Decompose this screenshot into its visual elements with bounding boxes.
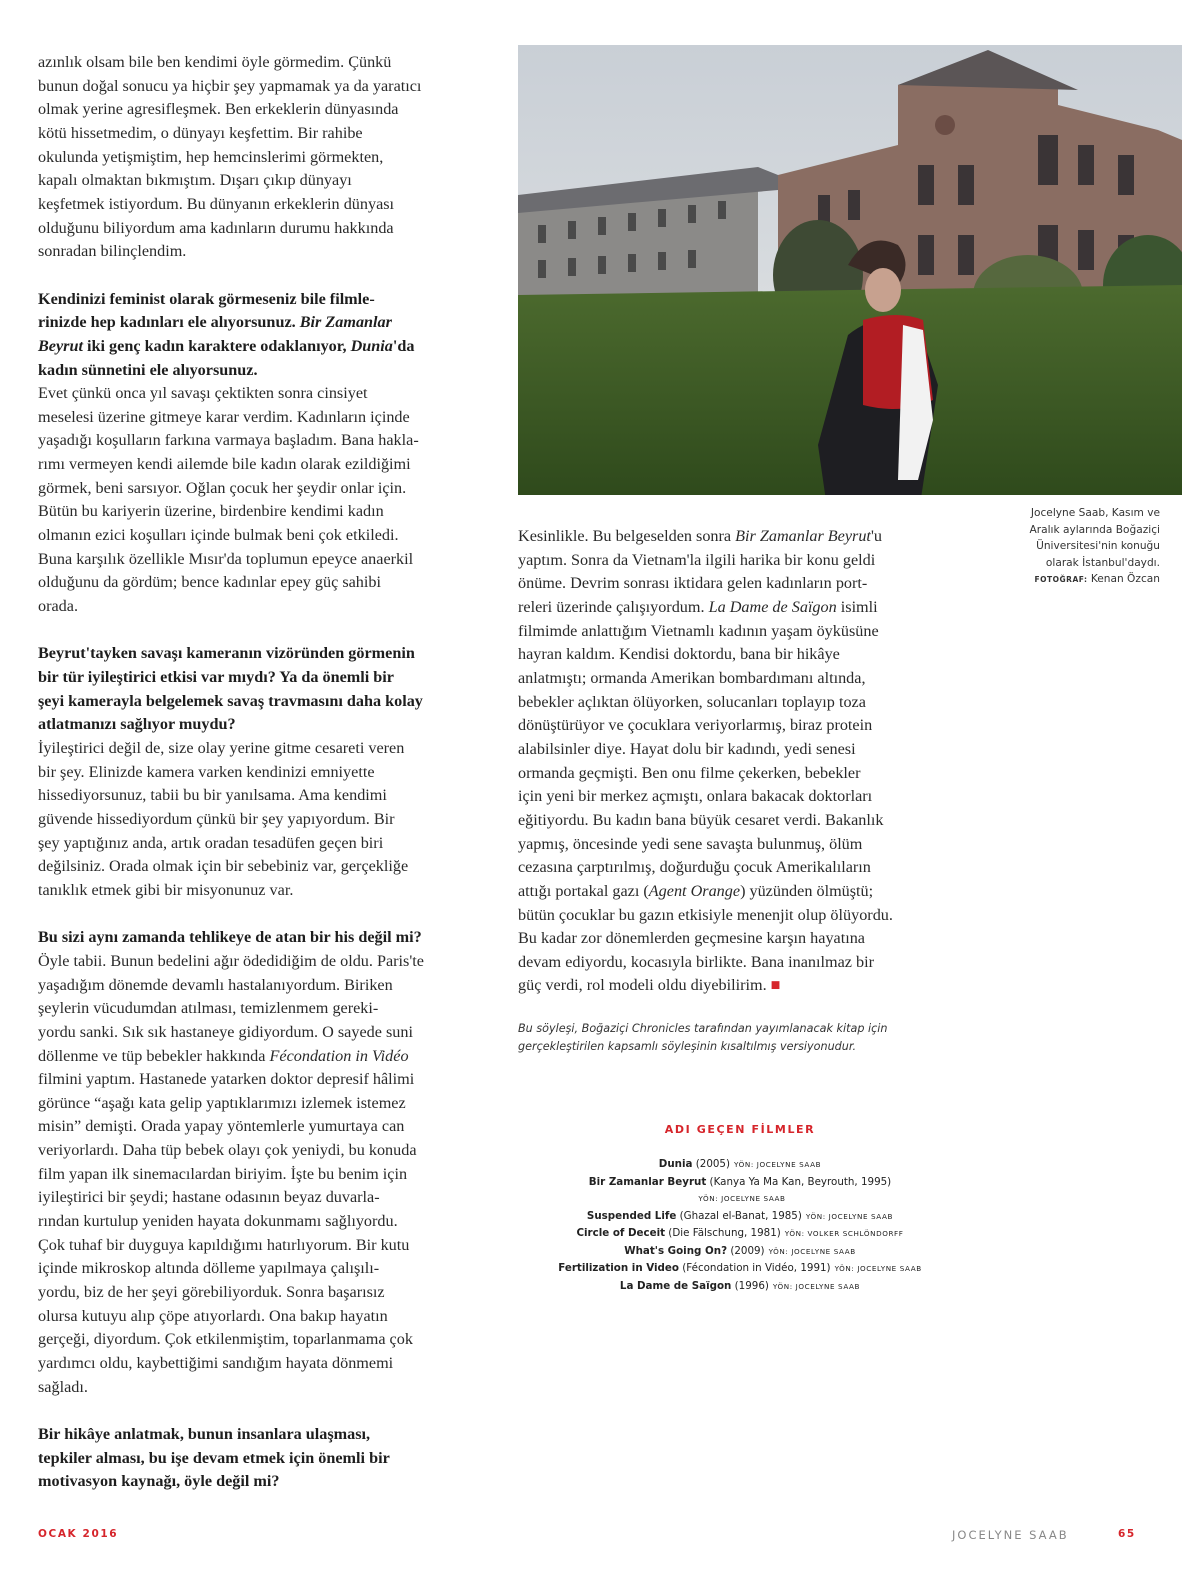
film-entry [500, 1156, 980, 1174]
italic-title: Agent Orange [648, 881, 741, 900]
film-entry [500, 1208, 980, 1226]
films-list [500, 1156, 980, 1295]
end-mark-icon: ■ [770, 976, 781, 995]
film-director: YÖN: JOCELYNE SAAB [834, 1264, 922, 1273]
italic-title: Dunia [350, 336, 393, 355]
film-entry [500, 1174, 980, 1191]
interview-answer [518, 525, 968, 998]
film-info: (Kanya Ya Ma Kan, Beyrouth, 1995) [706, 1175, 892, 1188]
text-run: azınlık olsam bile ben kendimi öyle görmedim. Çünkü bunun doğal sonucu ya hiçbir şey yapmamak ya da yaratıcı olmak yerine agresifleşmek. Ben erkeklerin dünyasında kötü hissetmedim, o dünyayı keşfettim. Bir rahibe okulunda yetişmiştim, hep hemcinslerimi görmekten, kapalı olmaktan bıkmıştım. Dışarı çıkıp dünyayı keşfetmek istiyordum. Bu dünyanın erkeklerin dünyası olduğunu biliyordum ama kadınların durumu hakkında sonradan bilinçlendim. [38, 53, 422, 261]
italic-title: Bir Zamanlar Beyrut [735, 527, 871, 545]
italic-title: Fécondation in Vidéo [269, 1046, 409, 1065]
text-run: filmini yaptım. Hastanede yatarken doktor depresif hâlimi görünce “aşağı kata gelip yaptıklarımızı izlemek istemez misin” demişti. Orada yapay yöntemlerle yumurtaya can veriyorlardı. Daha tüp bebek olayı çok yeniydi, bu konuda film yapan ilk sinemacılardan biriyim. İşte bu benim için iyileştirici bir şeydi; hastane odasının beyaz duvarla- rından kurtulup yeniden hayata dokunmamı sağlıyordu. Çok tuhaf bir duyguya kapıldığımı hatırlıyorum. Bir kutu içinde mikroskop altında dölleme yapılmaya çalışılı- yordu, biz de her şeyi görebiliyorduk. Sonra başarısız olursa kutuyu alıp çöpe atıyorlardı. Ona bakıp hayatın gerçeği, diyordum. Çok etkilenmiştim, toparlanmama çok yardımcı oldu, kaybettiğimi sandığım hayata dönmemi sağladı. [38, 1070, 417, 1396]
film-name: What's Going On? [624, 1244, 728, 1257]
right-column [518, 525, 968, 1022]
film-info: (1996) [731, 1279, 769, 1292]
text-run: Kesinlikle. Bu belgeselden sonra [518, 527, 736, 545]
interview-question [38, 1423, 488, 1494]
left-column [38, 51, 488, 1494]
photo-credit-name: Kenan Özcan [1087, 573, 1160, 586]
text-run: Kendinizi feminist olarak görmeseniz bile filmle- rinizde hep kadınları ele alıyorsunuz. [38, 289, 375, 332]
film-entry [500, 1278, 980, 1296]
text-run: isimli filmimde anlattığım Vietnamlı kadının yaşam öyküsüne hayran kaldım. Kendisi doktordu, bana bir hikâye anlatmıştı; ormanda Amerikan bombardımanı altında, bebekler açlıktan ölüyorken, solucanları toplayıp toza dönüştürüyor ve çocuklara veriyorlarmış, biraz protein alabilsinler diye. Hayat dolu bir kadındı, yedi senesi ormanda geçmişti. Ben onu filme çekerken, bebekler için yeni bir merkez açmıştı, onlara bakacak doktorları eğitiyordu. Bu kadın bana büyük cesaret verdi. Bakanlık yapmış, öncesinde yedi sene savaşta bulunmuş, ölüm cezasına çarptırılmış, doğurduğu çocuk Amerikalıların attığı portakal gazı ( [518, 597, 884, 900]
interview-answer [38, 382, 488, 619]
interview-answer [38, 950, 488, 1399]
film-info: (Fécondation in Vidéo, 1991) [678, 1262, 831, 1274]
film-info: (Ghazal el-Banat, 1985) [676, 1209, 802, 1222]
interview-note: Bu söyleşi, Boğaziçi Chronicles tarafından yayımlanacak kitap için gerçekleştirilen kapsamlı söyleşinin kısaltılmış versiyonudur. [518, 1022, 888, 1053]
film-name: Circle of Deceit [576, 1227, 666, 1239]
film-director: YÖN: JOCELYNE SAAB [768, 1246, 856, 1256]
film-director: YÖN: VOLKER SCHLÖNDORFF [784, 1229, 904, 1238]
footer-section: JOCELYNE SAAB [952, 1528, 1069, 1542]
interview-question [38, 288, 488, 383]
italic-title: La Dame de Saïgon [708, 597, 837, 616]
film-info: (2005) [692, 1158, 730, 1170]
photo-caption [960, 505, 1160, 589]
interview-answer [38, 737, 488, 903]
film-director: YÖN: JOCELYNE SAAB [772, 1281, 861, 1291]
film-name: Dunia [658, 1158, 693, 1170]
films-box [500, 1123, 980, 1295]
photo-credit-label: FOTOĞRAF: [1034, 575, 1088, 585]
films-title: ADI GEÇEN FİLMLER [664, 1123, 816, 1136]
film-entry [500, 1243, 980, 1261]
film-name: Suspended Life [586, 1209, 677, 1222]
photo-jocelyne-saab [518, 45, 1182, 495]
italic-title: Bir Zamanlar Beyrut [38, 313, 392, 355]
text-run: 'u yaptım. Sonra da Vietnam'la ilgili harika bir konu geldi önüme. Devrim sonrası iktidara gelen kadınların port- releri üzerinde çalışıyordum. [518, 527, 882, 616]
film-name: Fertilization in Video [558, 1262, 679, 1274]
text-run: iki genç kadın karaktere odaklanıyor, [82, 336, 351, 355]
footer-date: OCAK 2016 [38, 1528, 119, 1540]
text-run: İyileştirici değil de, size olay yerine gitme cesareti veren bir şey. Elinizde kamera varken kendinizi emniyette hissediyorsunuz, tabii bu bir yanılsama. Ama kendimi güvende hissediyordum çünkü bir şey yapıyordum. Bir şey yaptığınız anda, artık oradan tesadüfen geçen biri değilsiniz. Orada olmak için bir sebebiniz var, gerçekliğe tanıklık etmek gibi bir misyonunuz var. [38, 739, 409, 899]
interview-question [38, 926, 488, 950]
film-director: YÖN: JOCELYNE SAAB [805, 1211, 894, 1221]
interview-answer [38, 51, 488, 264]
page-number: 65 [1118, 1528, 1136, 1540]
film-director: YÖN: JOCELYNE SAAB [734, 1160, 822, 1169]
text-run: Öyle tabii. Bunun bedelini ağır ödedidiğim de oldu. Paris'te yaşadığım dönemde devamlı hastalanıyordum. Biriken şeylerin vücudumdan atılması, temizlenmem gereki- yordu sanki. Sık sık hastaneye gidiyordum. O sayede suni döllenme ve tüp bebekler hakkında [38, 951, 424, 1065]
interview-question [38, 642, 488, 737]
film-entry [500, 1260, 980, 1278]
text-run: Beyrut'tayken savaşı kameranın vizöründen görmenin bir tür iyileştirici etkisi var mıydı? Ya da önemli bir şeyi kamerayla belgelemek savaş travmasını daha kolay atlatmanızı sağlıyor muydu? [38, 644, 423, 734]
film-director: YÖN: JOCELYNE SAAB [698, 1194, 786, 1203]
film-name: Bir Zamanlar Beyrut [588, 1175, 707, 1188]
caption-text: Jocelyne Saab, Kasım ve Aralık aylarında Boğaziçi Üniversitesi'nin konuğu olarak İstanbul'daydı. [1029, 507, 1160, 569]
text-run: Evet çünkü onca yıl savaşı çektikten sonra cinsiyet meselesi üzerine gitmeye karar verdim. Kadınların içinde yaşadığı koşulların farkına varmaya başladım. Bana hakla- rımı vermeyen kendi ailemde bile kadın olarak ezildiğimi görmek, beni sarsıyor. Oğlan çocuk her şeydir onlar için. Bütün bu kariyerin üzerine, birdenbire kendimi kadın olmanın ezici koşulları içinde bulmak beni çok etkiledi. Buna karşılık özellikle Mısır'da toplumun epeyce anaerkil olduğunu da gördüm; bence kadınlar epey güç sahibi orada. [38, 384, 419, 616]
text-run: Bu sizi aynı zamanda tehlikeye de atan bir his değil mi? [38, 928, 422, 947]
film-entry [500, 1190, 980, 1208]
film-entry [500, 1225, 980, 1243]
text-run: Bir hikâye anlatmak, bunun insanlara ulaşması, tepkiler alması, bu işe devam etmek için önemli bir motivasyon kaynağı, öyle değil mi? [38, 1425, 390, 1491]
text-run: ) yüzünden ölmüştü; bütün çocuklar bu gazın etkisiyle menenjit olup ölüyordu. Bu kadar zor dönemlerden geçmesine karşın hayatına devam ediyordu, kocasıyla birlikte. Bana inanılmaz bir güç verdi, rol modeli oldu diyebilirim. [518, 881, 893, 995]
film-info: (2009) [727, 1244, 765, 1257]
film-info: (Die Fälschung, 1981) [665, 1227, 781, 1239]
text-run: 'da kadın sünnetini ele alıyorsunuz. [38, 336, 415, 379]
film-name: La Dame de Saïgon [619, 1279, 732, 1292]
